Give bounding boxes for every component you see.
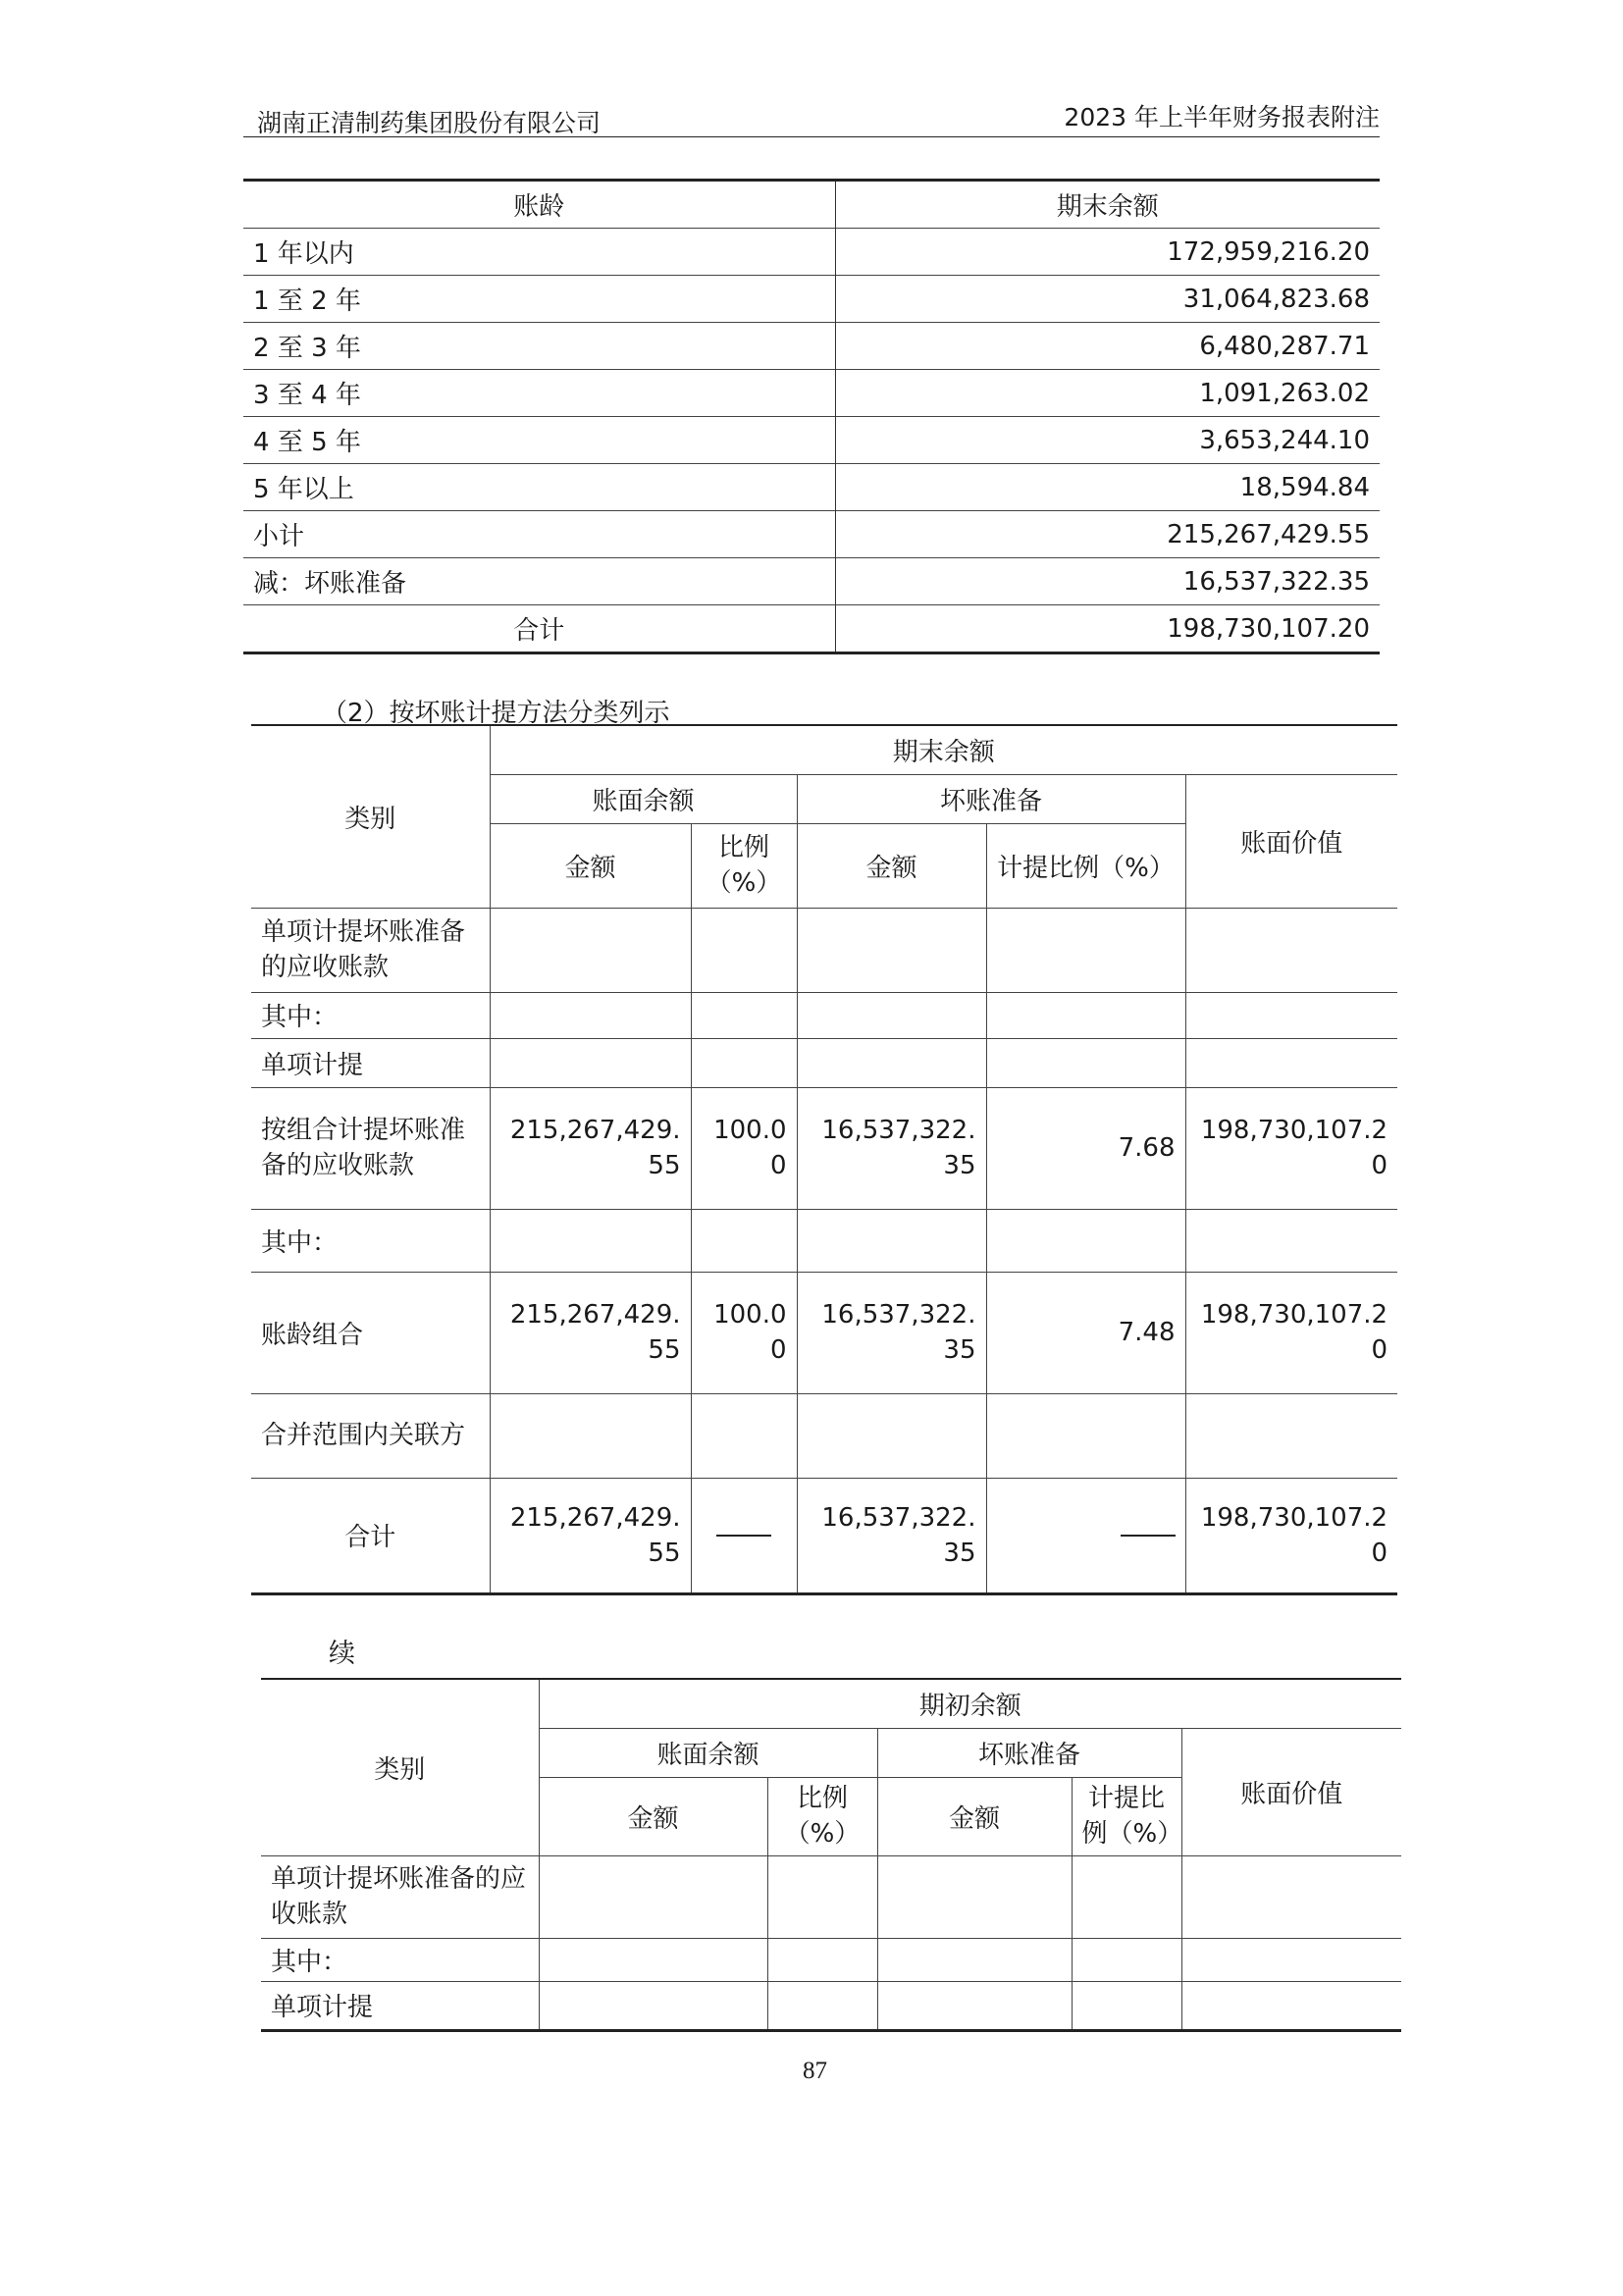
row-label: 单项计提坏账准备的应收账款 [261, 1855, 539, 1938]
bad-debt-cell: 16,537,322.35 [797, 1087, 986, 1209]
header-book-balance: 账面余额 [539, 1728, 877, 1777]
row-label: 单项计提坏账准备的应收账款 [251, 908, 490, 992]
table-row [251, 992, 1397, 1038]
header-row-1 [261, 1679, 1401, 1728]
header-row-1 [251, 725, 1397, 774]
header-period: 期末余额 [490, 725, 1397, 774]
table-row [243, 511, 1380, 558]
ratio-cell: 100.00 [691, 1087, 797, 1209]
row-label: 合并范围内关联方 [251, 1393, 490, 1478]
row-value: 3,653,244.10 [835, 417, 1380, 464]
table-row [251, 908, 1397, 992]
header-category: 类别 [261, 1679, 539, 1855]
header-provision-ratio: 计提比例（%） [986, 823, 1185, 908]
header-book-balance: 账面余额 [490, 774, 797, 823]
continued-label: 续 [329, 1639, 355, 1669]
total-label: 合计 [251, 1478, 490, 1593]
ratio-cell: 100.00 [691, 1272, 797, 1393]
section-title: （2）按坏账计提方法分类列示 [322, 699, 670, 728]
table-row [261, 1938, 1401, 1981]
header-period: 期初余额 [539, 1679, 1401, 1728]
header-amount: 金额 [877, 1777, 1072, 1855]
table-row [261, 1981, 1401, 2030]
row-value: 215,267,429.55 [835, 511, 1380, 558]
bad-debt-beginning-table [261, 1678, 1401, 2032]
row-label: 单项计提 [251, 1038, 490, 1087]
row-label: 按组合计提坏账准备的应收账款 [251, 1087, 490, 1209]
row-label: 单项计提 [261, 1981, 539, 2030]
total-label: 合计 [243, 605, 835, 653]
row-label: 减：坏账准备 [243, 558, 835, 605]
header-amount: 金额 [490, 823, 691, 908]
header-balance: 期末余额 [835, 181, 1380, 229]
row-label: 其中： [251, 1209, 490, 1272]
header-provision-ratio: 计提比例（%） [1072, 1777, 1181, 1855]
header-ratio: 比例（%） [767, 1777, 877, 1855]
header-book-value: 账面价值 [1181, 1728, 1401, 1855]
book-value-cell: 198,730,107.20 [1185, 1272, 1397, 1393]
amount-cell: 215,267,429.55 [490, 1087, 691, 1209]
bad-debt-classification-table [251, 724, 1397, 1595]
total-row [251, 1478, 1397, 1593]
bad-debt-cell: 16,537,322.35 [797, 1478, 986, 1593]
dash-cell [986, 1478, 1185, 1593]
row-value: 1,091,263.02 [835, 370, 1380, 417]
book-value-cell: 198,730,107.20 [1185, 1087, 1397, 1209]
total-row [243, 605, 1380, 653]
row-label: 小计 [243, 511, 835, 558]
row-label: 账龄组合 [251, 1272, 490, 1393]
header-category: 类别 [251, 725, 490, 908]
company-name: 湖南正清制药集团股份有限公司 [257, 109, 602, 137]
table-header-row [243, 181, 1380, 229]
table-row [243, 370, 1380, 417]
dash-cell [691, 1478, 797, 1593]
table-row [243, 323, 1380, 370]
row-label: 其中： [261, 1938, 539, 1981]
table-row [251, 1209, 1397, 1272]
row-label: 1 年以内 [243, 229, 835, 276]
row-label: 1 至 2 年 [243, 276, 835, 323]
amount-cell: 215,267,429.55 [490, 1272, 691, 1393]
book-value-cell: 198,730,107.20 [1185, 1478, 1397, 1593]
row-value: 16,537,322.35 [835, 558, 1380, 605]
aging-table [243, 179, 1380, 654]
row-value: 18,594.84 [835, 464, 1380, 511]
header-bad-debt: 坏账准备 [797, 774, 1185, 823]
row-label: 4 至 5 年 [243, 417, 835, 464]
row-label: 2 至 3 年 [243, 323, 835, 370]
table-row [251, 1272, 1397, 1393]
table-row [243, 417, 1380, 464]
table-row [261, 1855, 1401, 1938]
provision-ratio-cell: 7.48 [986, 1272, 1185, 1393]
row-value: 172,959,216.20 [835, 229, 1380, 276]
table-row [251, 1038, 1397, 1087]
header-amount: 金额 [539, 1777, 767, 1855]
header-aging: 账龄 [243, 181, 835, 229]
table-row [243, 464, 1380, 511]
header-rule [243, 136, 1380, 137]
header-bad-debt: 坏账准备 [877, 1728, 1181, 1777]
amount-cell: 215,267,429.55 [490, 1478, 691, 1593]
row-value: 6,480,287.71 [835, 323, 1380, 370]
table-row [243, 229, 1380, 276]
table-row [243, 276, 1380, 323]
row-label: 5 年以上 [243, 464, 835, 511]
row-value: 31,064,823.68 [835, 276, 1380, 323]
table-row [251, 1087, 1397, 1209]
bad-debt-cell: 16,537,322.35 [797, 1272, 986, 1393]
row-label: 其中： [251, 992, 490, 1038]
header-book-value: 账面价值 [1185, 774, 1397, 908]
report-title: 2023 年上半年财务报表附注 [1064, 103, 1380, 131]
header-ratio: 比例（%） [691, 823, 797, 908]
row-label: 3 至 4 年 [243, 370, 835, 417]
table-row [251, 1393, 1397, 1478]
total-value: 198,730,107.20 [835, 605, 1380, 653]
provision-ratio-cell: 7.68 [986, 1087, 1185, 1209]
page-number: 87 [803, 2058, 827, 2084]
table-row [243, 558, 1380, 605]
header-amount: 金额 [797, 823, 986, 908]
